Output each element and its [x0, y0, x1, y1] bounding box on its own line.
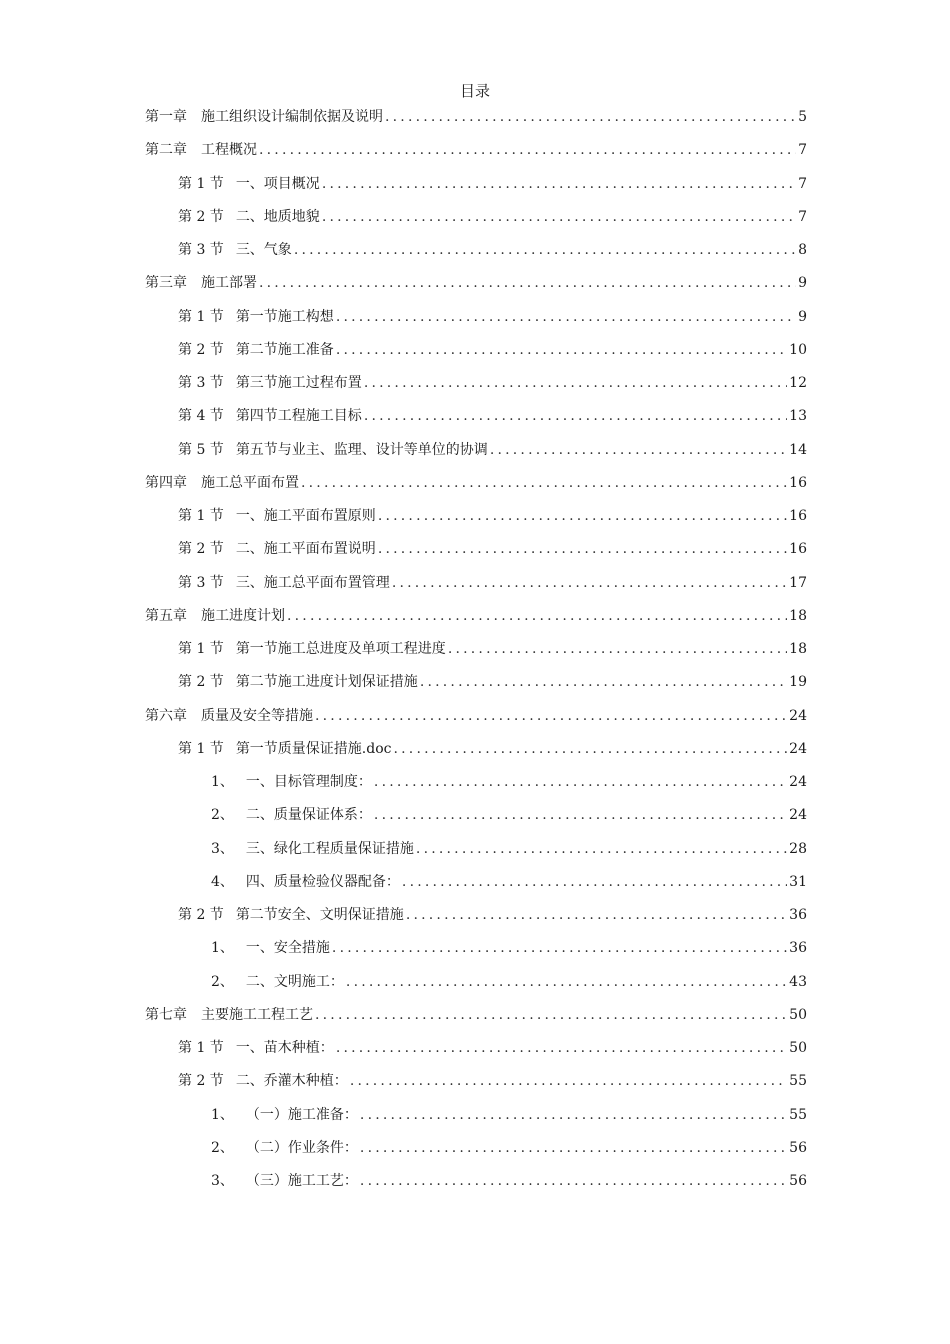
- toc-dot-leader: [374, 803, 787, 827]
- toc-entry[interactable]: [145, 1103, 807, 1136]
- toc-entry-title: 第一节质量保证措施.doc: [235, 740, 392, 757]
- toc-entry-title: 第三节施工过程布置: [235, 375, 362, 391]
- toc-entry-title: 第二节安全、文明保证措施: [235, 907, 404, 923]
- toc-entry-number: 第 2 节: [178, 541, 224, 558]
- toc-entry-page-number: 16: [789, 474, 807, 491]
- toc-entry[interactable]: [145, 238, 807, 271]
- toc-entry-title: 二、乔灌木种植：: [235, 1073, 348, 1090]
- toc-dot-leader: [360, 1136, 787, 1160]
- toc-entry-number: 第 2 节: [178, 1073, 224, 1090]
- toc-entry[interactable]: [145, 305, 807, 338]
- toc-dot-leader: [394, 737, 788, 761]
- toc-dot-leader: [378, 504, 787, 528]
- toc-entry-page-number: 10: [789, 341, 807, 358]
- toc-entry-page-number: 31: [789, 873, 807, 890]
- toc-entry-page-number: 19: [789, 674, 807, 691]
- toc-entry[interactable]: [145, 704, 807, 737]
- toc-entry[interactable]: [145, 903, 807, 936]
- toc-dot-leader: [332, 936, 787, 960]
- toc-entry-title: 第四节工程施工目标: [235, 408, 362, 425]
- toc-entry[interactable]: [145, 371, 807, 404]
- toc-entry-number: 第三章: [145, 275, 187, 292]
- toc-entry-title: （一）施工准备：: [245, 1106, 358, 1123]
- toc-entry-title: 四、质量检验仪器配备：: [245, 873, 400, 890]
- toc-entry[interactable]: [145, 404, 807, 437]
- toc-entry-number: 2、: [211, 1139, 234, 1156]
- toc-entry-title: 一、施工平面布置原则: [235, 508, 376, 524]
- toc-entry-title: 主要施工工程工艺: [201, 1006, 313, 1023]
- toc-entry-page-number: 36: [789, 907, 807, 923]
- toc-entry[interactable]: [145, 1003, 807, 1036]
- toc-entry[interactable]: [145, 338, 807, 371]
- toc-entry-number: 3、: [211, 1173, 234, 1189]
- toc-entry-number: 第 3 节: [178, 375, 224, 391]
- toc-entry-number: 第 2 节: [178, 208, 224, 225]
- toc-dot-leader: [364, 404, 787, 428]
- toc-entry-page-number: 17: [789, 574, 807, 591]
- toc-dot-leader: [374, 770, 787, 794]
- toc-entry-page-number: 9: [798, 308, 807, 325]
- toc-entry[interactable]: [145, 670, 807, 703]
- toc-entry[interactable]: [145, 271, 807, 304]
- toc-entry-title: 第一节施工构想: [235, 308, 334, 325]
- toc-entry-page-number: 56: [789, 1173, 807, 1189]
- toc-entry-number: 第 3 节: [178, 242, 224, 258]
- toc-entry-number: 第七章: [145, 1006, 187, 1023]
- toc-entry-page-number: 24: [789, 807, 807, 824]
- toc-entry-title: （二）作业条件：: [245, 1139, 358, 1156]
- toc-dot-leader: [322, 172, 796, 196]
- toc-dot-leader: [315, 704, 787, 728]
- toc-entry-title: 第一节施工总进度及单项工程进度: [235, 641, 446, 657]
- toc-entry-number: 第 1 节: [178, 308, 224, 325]
- toc-dot-leader: [378, 537, 787, 561]
- toc-entry[interactable]: [145, 1069, 807, 1102]
- toc-entry[interactable]: [145, 504, 807, 537]
- toc-entry-title: 三、气象: [235, 242, 292, 258]
- toc-entry-number: 第 4 节: [178, 408, 224, 425]
- toc-entry-number: 第五章: [145, 607, 187, 624]
- toc-entry-page-number: 5: [798, 109, 807, 125]
- toc-dot-leader: [402, 870, 787, 894]
- toc-entry-number: 第 2 节: [178, 341, 224, 358]
- toc-entry-page-number: 8: [798, 242, 807, 258]
- toc-dot-leader: [336, 305, 796, 329]
- toc-entry-page-number: 13: [789, 408, 807, 425]
- toc-entry-title: 施工组织设计编制依据及说明: [201, 109, 383, 125]
- toc-entry[interactable]: [145, 936, 807, 969]
- toc-dot-leader: [322, 205, 796, 229]
- toc-entry-page-number: 24: [789, 740, 807, 757]
- toc-dot-leader: [416, 837, 787, 861]
- toc-entry-title: 施工部署: [201, 275, 257, 292]
- toc-entry-number: 第 1 节: [178, 508, 224, 524]
- toc-entry[interactable]: [145, 1036, 807, 1069]
- toc-entry[interactable]: [145, 637, 807, 670]
- toc-entry-title: 第二节施工进度计划保证措施: [235, 674, 418, 691]
- toc-dot-leader: [360, 1169, 787, 1193]
- toc-entry-title: 三、绿化工程质量保证措施: [245, 840, 414, 857]
- toc-entry-number: 4、: [211, 873, 234, 890]
- toc-dot-leader: [287, 604, 787, 628]
- toc-dot-leader: [448, 637, 787, 661]
- toc-entry[interactable]: [145, 571, 807, 604]
- toc-entry-page-number: 55: [789, 1106, 807, 1123]
- toc-entry-page-number: 14: [789, 441, 807, 458]
- toc-entry-page-number: 55: [789, 1073, 807, 1090]
- toc-dot-leader: [336, 1036, 787, 1060]
- toc-entry[interactable]: [145, 1169, 807, 1202]
- toc-entry-title: 第二节施工准备: [235, 341, 334, 358]
- toc-entry-page-number: 50: [789, 1006, 807, 1023]
- toc-entry[interactable]: [145, 438, 807, 471]
- toc-entry-number: 3、: [211, 840, 234, 857]
- toc-entry[interactable]: [145, 471, 807, 504]
- toc-entry-title: 质量及安全等措施: [201, 707, 313, 724]
- toc-entry-number: 第 2 节: [178, 907, 224, 923]
- toc-entry-title: 二、质量保证体系：: [245, 807, 372, 824]
- toc-entry[interactable]: [145, 138, 807, 171]
- toc-entry[interactable]: [145, 870, 807, 903]
- toc-dot-leader: [360, 1103, 787, 1127]
- toc-title: 目录: [459, 82, 490, 100]
- toc-entry-page-number: 12: [789, 375, 807, 391]
- toc-dot-leader: [315, 1003, 787, 1027]
- toc-dot-leader: [259, 271, 796, 295]
- toc-entry[interactable]: [145, 604, 807, 637]
- toc-entry-title: 二、地质地貌: [235, 208, 320, 225]
- toc-entry-page-number: 7: [798, 208, 807, 225]
- toc-entry-number: 2、: [211, 973, 234, 990]
- toc-entry-page-number: 28: [789, 840, 807, 857]
- toc-entry-title: 一、项目概况: [235, 175, 320, 192]
- toc-entry-page-number: 36: [789, 940, 807, 957]
- toc-entry-title: 三、施工总平面布置管理: [235, 574, 390, 591]
- toc-entry-number: 第 1 节: [178, 641, 224, 657]
- toc-entry-page-number: 18: [789, 641, 807, 657]
- toc-dot-leader: [301, 471, 787, 495]
- toc-entry-title: 二、文明施工：: [245, 973, 344, 990]
- toc-entry[interactable]: [145, 537, 807, 570]
- toc-entry[interactable]: [145, 172, 807, 205]
- toc-entry-page-number: 50: [789, 1040, 807, 1056]
- toc-list: [145, 105, 807, 1202]
- toc-entry-page-number: 7: [798, 175, 807, 192]
- toc-entry[interactable]: [145, 737, 807, 770]
- toc-entry-page-number: 7: [798, 142, 807, 159]
- toc-entry-title: 第五节与业主、监理、设计等单位的协调: [235, 441, 488, 458]
- toc-entry-number: 第 3 节: [178, 574, 224, 591]
- toc-entry-page-number: 18: [789, 607, 807, 624]
- toc-entry-number: 第四章: [145, 474, 187, 491]
- toc-entry-number: 第 1 节: [178, 1040, 224, 1056]
- toc-dot-leader: [259, 138, 796, 162]
- toc-entry-page-number: 9: [798, 275, 807, 292]
- toc-entry-title: 二、施工平面布置说明: [235, 541, 376, 558]
- toc-entry[interactable]: [145, 770, 807, 803]
- toc-dot-leader: [420, 670, 787, 694]
- toc-entry-number: 1、: [211, 1106, 234, 1123]
- toc-dot-leader: [406, 903, 787, 927]
- toc-entry[interactable]: [145, 970, 807, 1003]
- toc-dot-leader: [346, 970, 787, 994]
- toc-entry-title: 一、苗木种植：: [235, 1040, 334, 1056]
- toc-entry-page-number: 24: [789, 774, 807, 790]
- toc-entry-number: 1、: [211, 774, 234, 790]
- toc-entry-page-number: 43: [789, 973, 807, 990]
- toc-dot-leader: [350, 1069, 787, 1093]
- toc-entry-title: 施工进度计划: [201, 607, 285, 624]
- toc-entry[interactable]: [145, 205, 807, 238]
- toc-dot-leader: [336, 338, 787, 362]
- toc-entry-number: 1、: [211, 940, 234, 957]
- toc-dot-leader: [364, 371, 787, 395]
- toc-entry[interactable]: [145, 1136, 807, 1169]
- toc-entry-number: 第二章: [145, 142, 187, 159]
- toc-entry-title: 一、目标管理制度：: [245, 774, 372, 790]
- toc-entry-number: 第 1 节: [178, 175, 224, 192]
- toc-entry-number: 第 2 节: [178, 674, 224, 691]
- toc-entry-title: 一、安全措施: [245, 940, 330, 957]
- toc-entry-number: 2、: [211, 807, 234, 824]
- toc-entry[interactable]: [145, 837, 807, 870]
- toc-entry-title: 施工总平面布置: [201, 474, 299, 491]
- toc-entry-page-number: 16: [789, 541, 807, 558]
- toc-dot-leader: [490, 438, 787, 462]
- toc-dot-leader: [392, 571, 787, 595]
- toc-entry-number: 第一章: [145, 109, 187, 125]
- toc-entry-page-number: 56: [789, 1139, 807, 1156]
- toc-entry-number: 第 5 节: [178, 441, 224, 458]
- toc-entry-title: （三）施工工艺：: [245, 1173, 358, 1189]
- toc-entry-number: 第六章: [145, 707, 187, 724]
- toc-entry-number: 第 1 节: [178, 740, 224, 757]
- toc-dot-leader: [294, 238, 796, 262]
- toc-entry[interactable]: [145, 803, 807, 836]
- toc-entry[interactable]: [145, 105, 807, 138]
- toc-entry-title: 工程概况: [201, 142, 257, 159]
- toc-dot-leader: [385, 105, 796, 129]
- toc-entry-page-number: 16: [789, 508, 807, 524]
- toc-entry-page-number: 24: [789, 707, 807, 724]
